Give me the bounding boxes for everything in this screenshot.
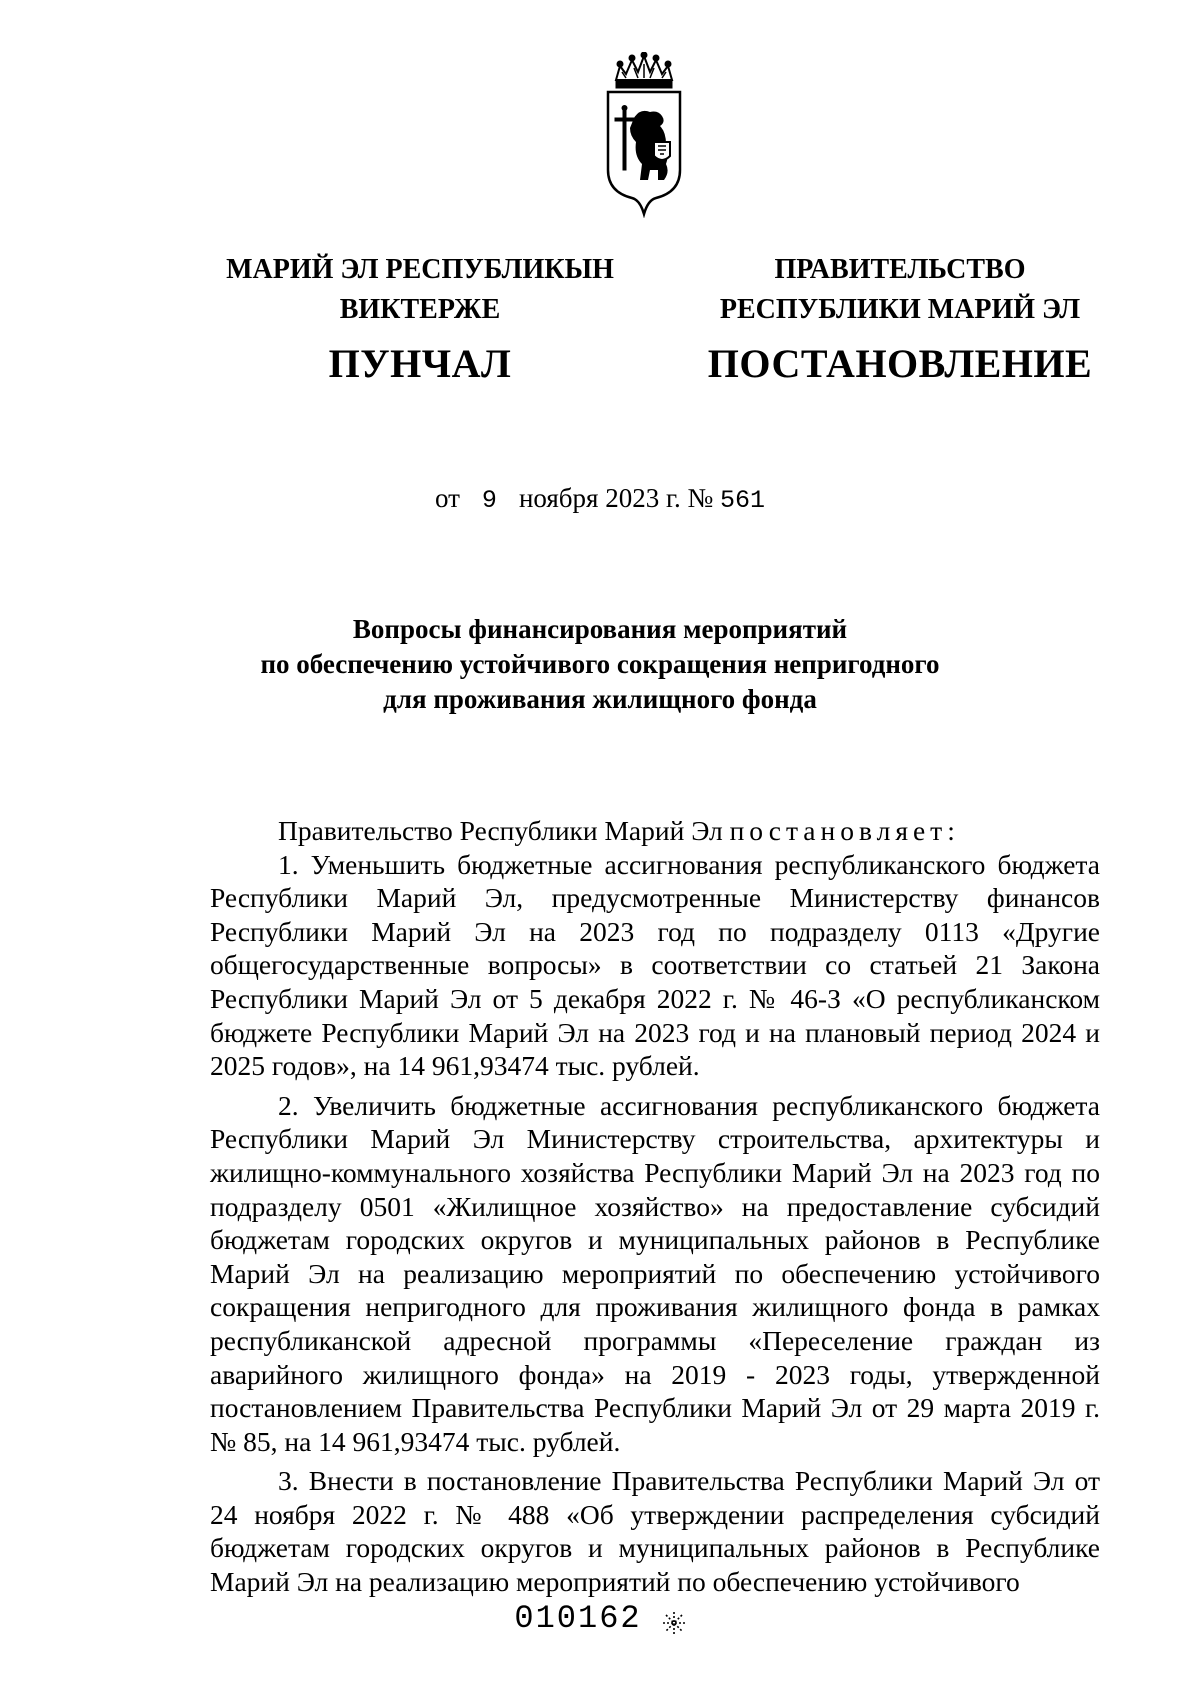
title-line-3: для проживания жилищного фонда bbox=[383, 684, 817, 714]
document-title bbox=[0, 612, 1200, 717]
dateline-prefix: от bbox=[434, 483, 460, 513]
body-intro bbox=[210, 814, 1100, 848]
body-paragraph-2: 2. Увеличить бюджетные ассигнования республиканского бюджета Республики Марий Эл Министерству строительства, архитектуры и жилищно-коммунального хозяйства Республики Марий Эл на 2023 год по подразделу 0501 «Жилищное хозяйство» на предоставление субсидий бюджетам городских округов и муниципальных районов в Республике Марий Эл на реализацию мероприятий по обеспечению устойчивого сокращения непригодного для проживания жилищного фонда в рамках республиканской адресной программы «Переселение граждан из аварийного жилищного фонда» на 2019 - 2023 годы, утвержденной постановлением Правительства Республики Марий Эл от 29 марта 2019 г. № 85, на 14 961,93474 тыс. рублей. bbox=[210, 1089, 1100, 1457]
header-russian-line2: РЕСПУБЛИКИ МАРИЙ ЭЛ bbox=[719, 294, 1081, 325]
dateline-number: 561 bbox=[720, 486, 766, 515]
dateline-month-year: ноября 2023 г. № bbox=[518, 483, 714, 513]
asterisk-seal-icon bbox=[662, 1611, 686, 1635]
title-line-1: Вопросы финансирования мероприятий bbox=[352, 614, 848, 644]
document-dateline bbox=[0, 480, 1200, 519]
header-russian-doc-type: ПОСТАНОВЛЕНИЕ bbox=[707, 341, 1093, 386]
body-paragraph-3: 3. Внести в постановление Правительства Республики Марий Эл от 24 ноября 2022 г. № 488 «Об утверждении распределения субсидий бюджетам городских округов и муниципальных районов в Республике Марий Эл на реализацию мероприятий по обеспечению устойчивого bbox=[210, 1465, 1100, 1598]
body-paragraph-1: 1. Уменьшить бюджетные ассигнования республиканского бюджета Республики Марий Эл, предусмотренные Министерству финансов Республики Марий Эл на 2023 год по подразделу 0113 «Другие общегосударственные вопросы» в соответствии со статьей 21 Закона Республики Марий Эл от 5 декабря 2022 г. № 46-З «О республиканском бюджете Республики Марий Эл на 2023 год и на плановый период 2024 и 2025 годов», на 14 961,93474 тыс. рублей. bbox=[210, 848, 1100, 1082]
document-footer bbox=[0, 1600, 1200, 1637]
serial-number: 010162 bbox=[514, 1600, 642, 1637]
dateline-day: 9 bbox=[481, 486, 497, 515]
document-body bbox=[210, 814, 1100, 1607]
coat-of-arms-icon bbox=[600, 52, 688, 218]
header-russian bbox=[690, 250, 1110, 388]
header-marian-line1: МАРИЙ ЭЛ РЕСПУБЛИКЫН bbox=[226, 254, 614, 285]
title-line-2: по обеспечению устойчивого сокращения непригодного bbox=[260, 649, 940, 679]
intro-verb: постановляет: bbox=[729, 815, 960, 846]
header-russian-line1: ПРАВИТЕЛЬСТВО bbox=[774, 254, 1026, 285]
header-marian-doc-type: ПУНЧАЛ bbox=[328, 341, 512, 386]
header-marian bbox=[205, 250, 635, 388]
intro-subject: Правительство Республики Марий Эл bbox=[278, 815, 723, 846]
header-marian-line2: ВИКТЕРЖЕ bbox=[339, 294, 501, 325]
